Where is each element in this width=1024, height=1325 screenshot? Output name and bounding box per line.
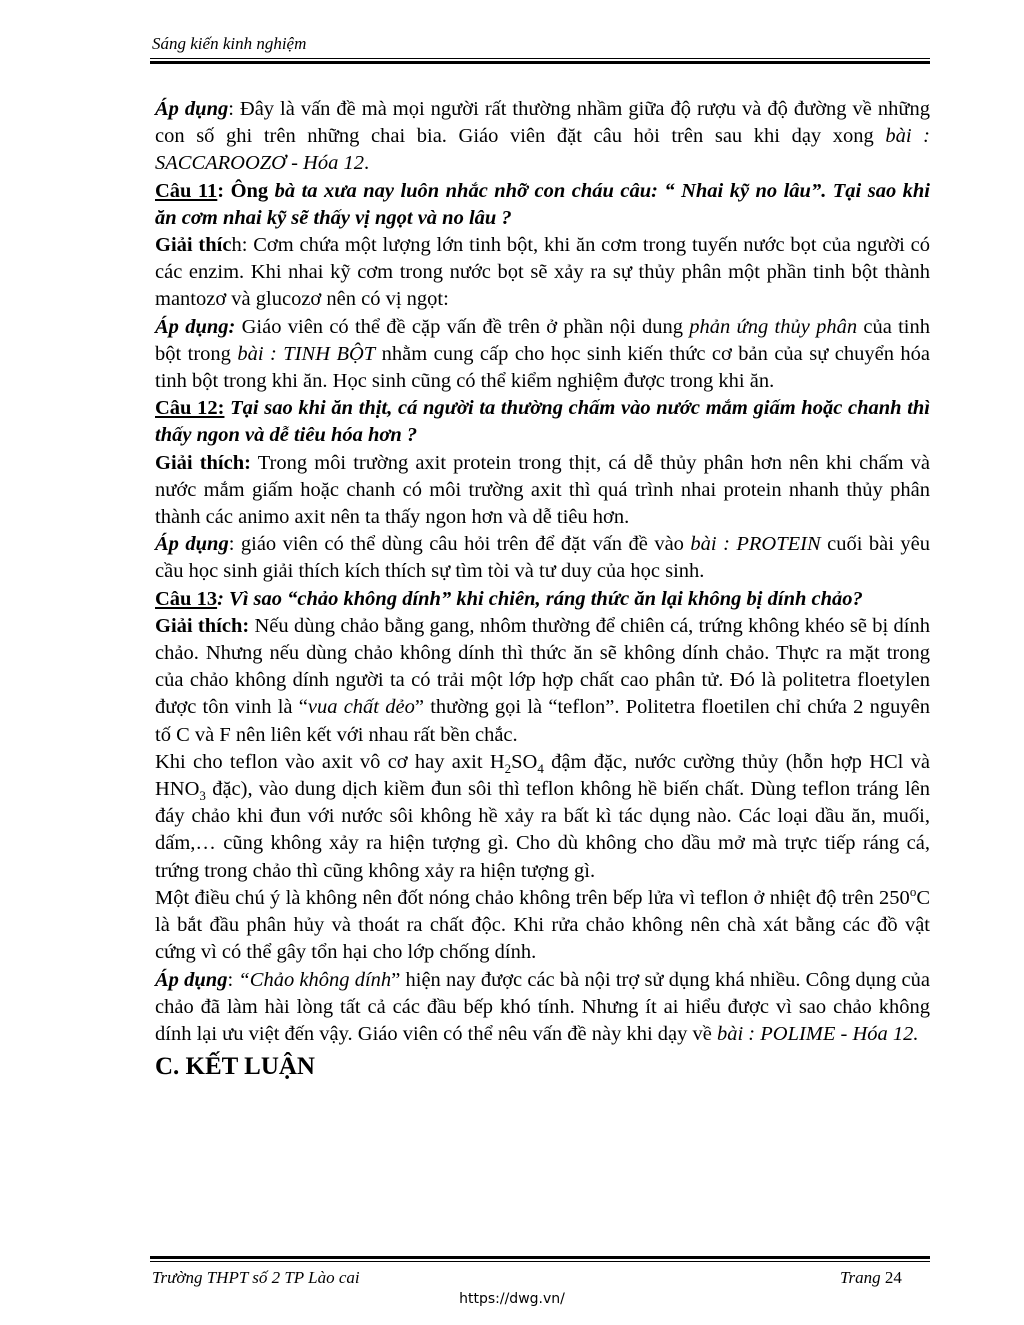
text: SO [511,750,538,773]
paragraph-ap-dung-11 [155,314,930,396]
lesson-ref: bài : POLIME - Hóa 12. [716,1022,919,1045]
label-ap-dung: Áp dụng [155,533,229,556]
explanation-12 [155,450,930,532]
footer-url[interactable]: https://dwg.vn/ [459,1291,565,1307]
text: Nếu dùng chảo bằng gang, nhôm thường để chiên cá, trứng không khéo sẽ bị dính chảo. Nhưng nếu dùng chảo không dính thì thức ăn sẽ không dính chảo. Thực ra mặt trong của chảo không dính người ta có trải một lớp hợp chất cao phân tử. Đó là politetra floetylen được tôn vinh là “ [155,614,930,719]
label-cau-12: Câu 12: [155,397,225,420]
paragraph-ap-dung-12 [155,531,930,585]
page-label: Trang [840,1268,881,1287]
text: : [217,179,225,202]
subscript: 3 [199,788,206,804]
text: Một điều chú ý là không nên đốt nóng chảo không trên bếp lửa vì teflon ở nhiệt độ trên 250 [155,886,910,909]
label-ap-dung: Áp dụng: [155,315,236,338]
subscript: 4 [537,760,544,776]
label-giai-thich: Giải thích: [155,614,250,637]
text: h [231,234,242,257]
footer-school: Trường THPT số 2 TP Lào cai [152,1268,360,1287]
text: nhằm cung cấp cho học sinh kiến thức cơ bản của sự chuyển hóa tinh bột trong khi ăn. Học sinh cũng có thể kiểm nghiệm được trong khi ăn. [155,342,930,393]
text: : Cơm chứa một lượng lớn tinh bột, khi ăn cơm trong tuyến nước bọt của người có các enzim. Khi nhai kỹ cơm trong nước bọt sẽ xảy ra sự thủy phân một phần tinh bột thành mantozơ và glucozơ nên có vị ngọt: [155,234,931,311]
question-text: bà ta xưa nay luôn nhắc nhỡ con cháu câu: “ Nhai kỹ no lâu”. Tại sao khi ăn cơm nhai kỹ sẽ thấy vị ngọt và no lâu ? [155,179,930,229]
text: ” hiện nay được các bà nội trợ sử dụng khá nhiều. Công dụng của chảo đã làm hài lòng tất cả các đầu bếp khó tính. Nhưng ít ai hiểu được vì sao chảo không dính lại ưu việt đến vậy. Giáo viên có thể nêu vấn đề này khi dạy về [155,968,930,1045]
label-cau-13: Câu 13 [155,587,218,610]
header-rule-thick [150,61,930,64]
explanation-11 [155,232,930,314]
lesson-ref: bài : SACCAROOZƠ - Hóa 12 [155,125,930,175]
text: đặc), vào dung dịch kiềm đun sôi thì teflon không hề biến chất. Dùng teflon tráng lên đáy chảo khi đun với nước sôi không hề xảy ra bất kì tác dụng nào. Các loại dầu ăn, muối, dấm,… cũng không xảy ra hiện tượng gì. Cho dù không cho dầu mở mà trực tiếp ráng cá, trứng trong chảo thì cũng không xảy ra hiện tượng gì. [155,778,930,882]
label-cau-11: Câu 11 [155,179,218,202]
header-rule-thin [150,58,930,59]
text: cuối bài yêu cầu học sinh giải thích kích thích sự tìm tòi và tư duy của học sinh. [155,533,930,583]
label-ap-dung: Áp dụng [155,968,228,991]
text: : Đây là vấn đề mà mọi người rất thường nhầm giữa độ rượu và độ đường về những con số ghi trên những chai bia. Giáo viên đặt câu hỏi trên sau khi dạy xong [155,98,930,148]
paragraph-ap-dung-1 [155,96,930,178]
lesson-ref: bài : TINH BỘT [237,342,376,365]
text: của tinh bột trong [155,315,930,365]
text: Trong môi trường axit protein trong thịt, cá dễ thủy phân hơn nên khi chấm và nước mắm giấm hoặc chanh có môi trường axit thì quá trình nhai protein nhanh thủy phân thành các animo axit nên ta thấy ngon hơn và dễ tiêu hơn. [155,451,930,529]
question-11 [155,178,930,232]
question-13 [155,586,930,613]
text: Khi cho teflon vào axit vô cơ hay axit H [155,750,505,773]
emphasis: “Chảo không dính [238,968,392,991]
question-text: Tại sao khi ăn thịt, cá người ta thường chấm vào nước mắm giấm hoặc chanh thì thấy ngon và dễ tiêu hóa hơn ? [155,397,930,447]
emphasis: phản ứng thủy phân [689,315,858,338]
text: C là bắt đầu phân hủy và thoát ra chất độc. Khi rửa chảo không nên chà xát bằng các đồ vật cứng vì có thể gây tổn hại cho lớp chống dính. [155,886,930,964]
paragraph-ap-dung-13 [155,967,930,1049]
subscript: 2 [504,760,512,776]
lesson-ref: bài : PROTEIN [690,533,821,556]
footer-rule-thin [150,1261,930,1262]
emphasis: vua chất dẻo [307,696,415,719]
page-number: 24 [884,1268,902,1287]
label-giai-thich: Giải thíc [155,234,232,257]
question-text: : Vì sao “chảo không dính” khi chiên, ráng thức ăn lại không bị dính chảo? [217,587,863,610]
text: Giáo viên có thể đề cặp vấn đề trên ở phần nội dung [235,315,690,338]
paragraph-teflon-acid [155,749,930,885]
paragraph-teflon-heat [155,885,930,967]
footer-page [840,1268,902,1288]
text: ” thường gọi là “teflon”. Politetra floetilen chỉ chứa 2 nguyên tố C và F nên liên kết với nhau rất bền chắc. [155,696,930,746]
label-ap-dung: Áp dụng [155,98,229,120]
document-body [155,96,930,1084]
footer-rule-thick [150,1256,930,1259]
section-heading: C. KẾT LUẬN [155,1053,315,1081]
text: . [363,152,370,175]
label-giai-thich: Giải thích: [155,451,251,474]
question-12 [155,395,930,449]
text: đậm đặc, nước cường thủy (hỗn hợp HCl và HNO [155,750,931,801]
superscript: o [909,884,917,900]
text: : giáo viên có thể dùng câu hỏi trên để đặt vấn đề vào [228,533,691,556]
page-header-title: Sáng kiến kinh nghiệm [152,34,307,53]
text: Ông [224,179,275,202]
explanation-13 [155,613,930,749]
text: : [227,968,239,991]
